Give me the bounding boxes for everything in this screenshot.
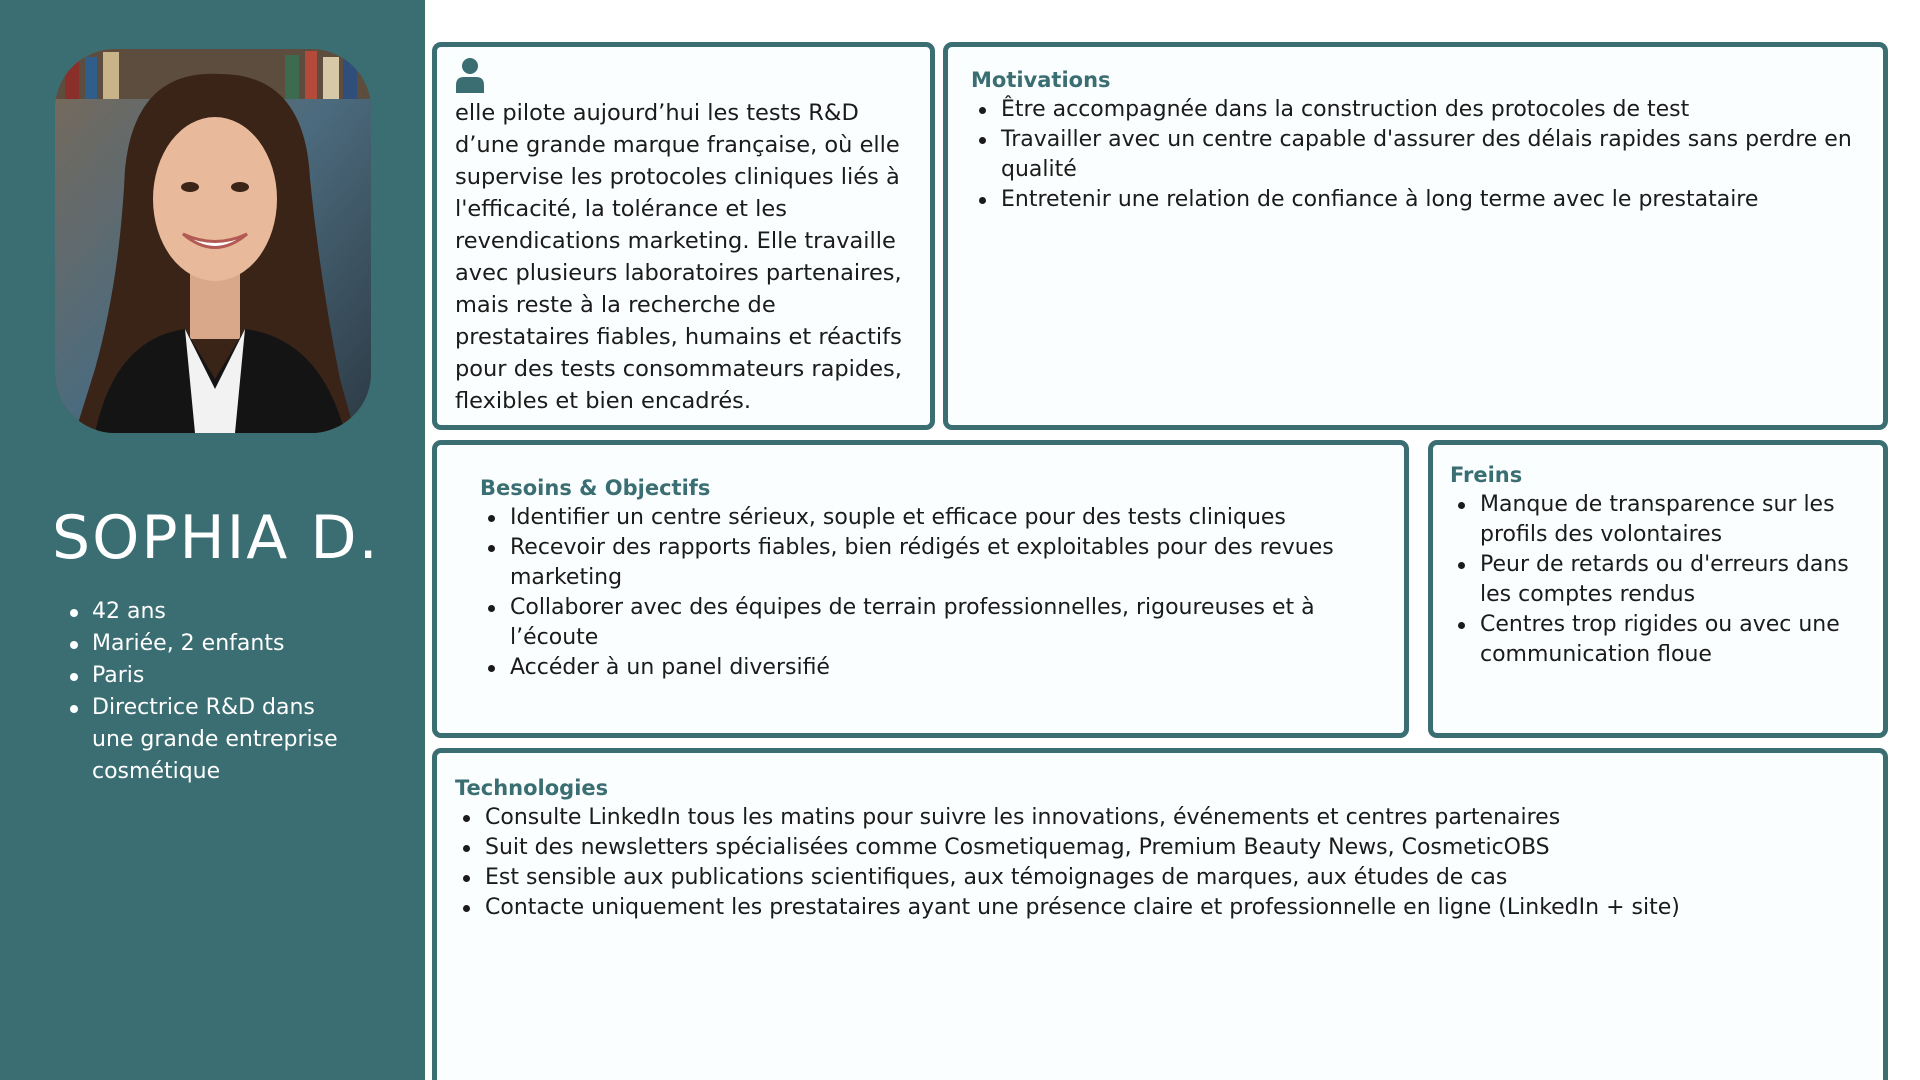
persona-name: SOPHIA D. <box>52 503 380 573</box>
list-item: Identifier un centre sérieux, souple et efficace pour des tests cliniques <box>480 503 1361 533</box>
list-item: Collaborer avec des équipes de terrain professionnelles, rigoureuses et à l’écoute <box>480 593 1361 653</box>
persona-fact-family: Mariée, 2 enfants <box>62 628 362 660</box>
besoins-title: Besoins & Objectifs <box>480 476 711 500</box>
list-item: Peur de retards ou d'erreurs dans les comptes rendus <box>1450 550 1866 610</box>
motivations-title: Motivations <box>971 68 1111 92</box>
persona-portrait-image <box>55 49 371 433</box>
list-item: Contacte uniquement les prestataires ayant une présence claire et professionnelle en ligne (LinkedIn + site) <box>455 893 1865 923</box>
persona-fact-job: Directrice R&D dans une grande entreprise cosmétique <box>62 692 362 788</box>
persona-facts-list <box>62 596 362 788</box>
persona-photo <box>55 49 371 433</box>
list-item: Entretenir une relation de confiance à long terme avec le prestataire <box>971 185 1860 215</box>
technologies-card <box>432 748 1888 1080</box>
list-item: Recevoir des rapports fiables, bien rédigés et exploitables pour des revues marketing <box>480 533 1361 593</box>
motivations-card <box>943 42 1888 430</box>
persona-fact-age: 42 ans <box>62 596 362 628</box>
besoins-list <box>480 503 1361 683</box>
list-item: Consulte LinkedIn tous les matins pour suivre les innovations, événements et centres partenaires <box>455 803 1865 833</box>
bio-text: elle pilote aujourd’hui les tests R&D d’une grande marque française, où elle supervise les protocoles cliniques liés à l'efficacité, la tolérance et les revendications marketing. Elle travaille avec plusieurs laboratoires partenaires, mais reste à la recherche de prestataires fiables, humains et réactifs pour des tests consommateurs rapides, flexibles et bien encadrés. <box>455 100 902 414</box>
list-item: Suit des newsletters spécialisées comme Cosmetiquemag, Premium Beauty News, CosmeticOBS <box>455 833 1865 863</box>
besoins-card <box>432 440 1409 738</box>
list-item: Accéder à un panel diversifié <box>480 653 1361 683</box>
list-item: Est sensible aux publications scientifiques, aux témoignages de marques, aux études de cas <box>455 863 1865 893</box>
freins-list <box>1450 490 1866 670</box>
bio-card <box>432 42 935 430</box>
list-item: Être accompagnée dans la construction des protocoles de test <box>971 95 1860 125</box>
list-item: Travailler avec un centre capable d'assurer des délais rapides sans perdre en qualité <box>971 125 1860 185</box>
persona-sidebar <box>0 0 425 1080</box>
freins-title: Freins <box>1450 463 1523 487</box>
technologies-title: Technologies <box>455 776 609 800</box>
freins-card <box>1428 440 1888 738</box>
technologies-list <box>455 803 1865 923</box>
list-item: Centres trop rigides ou avec une communication floue <box>1450 610 1866 670</box>
persona-fact-city: Paris <box>62 660 362 692</box>
motivations-list <box>971 95 1860 215</box>
list-item: Manque de transparence sur les profils des volontaires <box>1450 490 1866 550</box>
user-icon <box>455 57 485 93</box>
